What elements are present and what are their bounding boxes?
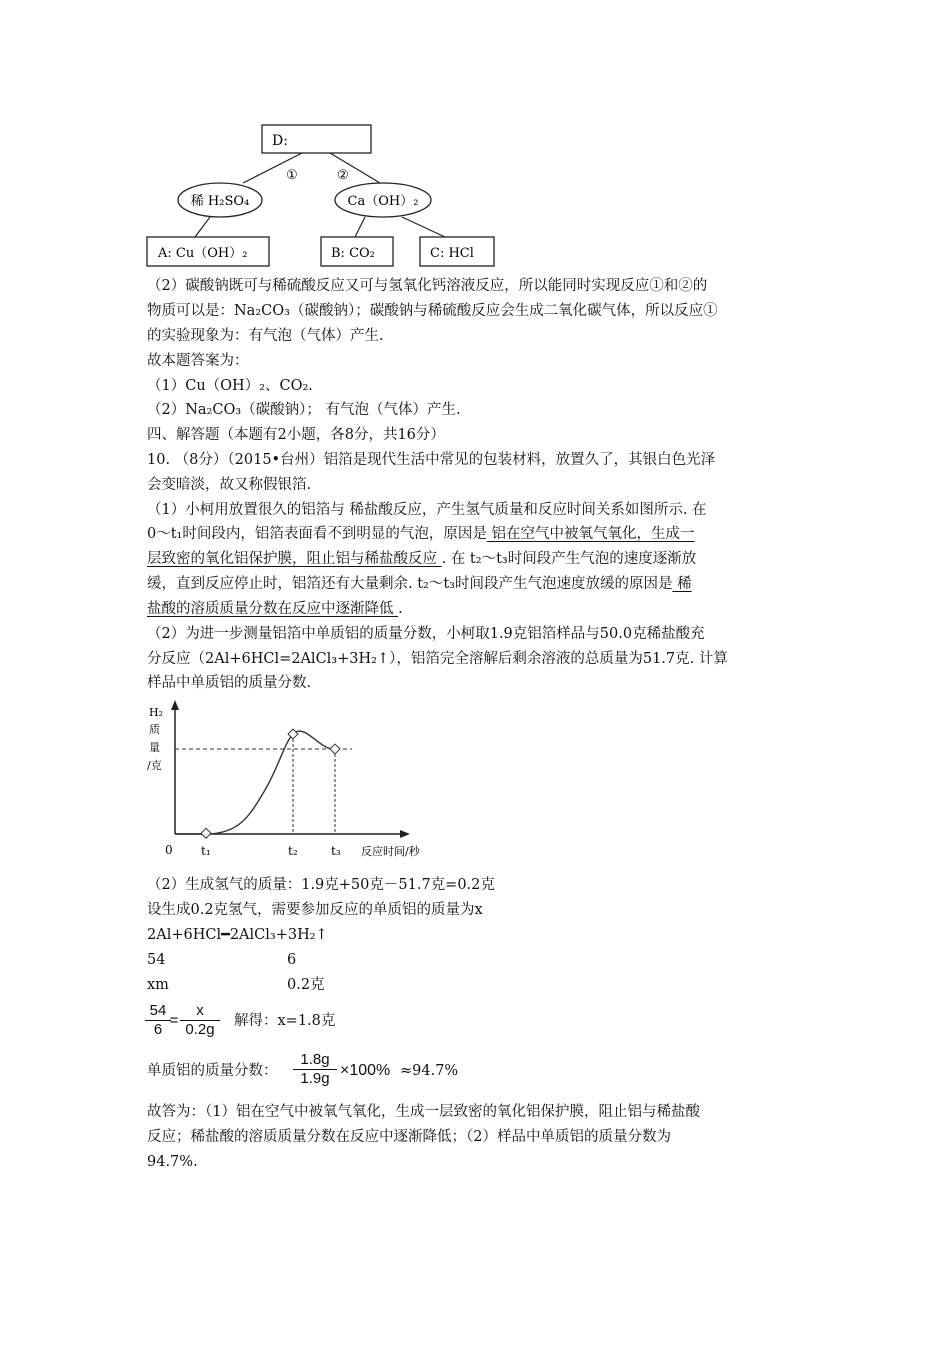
text-line: 的实验现象为：有气泡（气体）产生. xyxy=(147,328,384,344)
section-heading: 四、解答题（本题有2小题，各8分，共16分） xyxy=(147,427,445,443)
text-line: 6 xyxy=(287,952,297,968)
text-line: 样品中单质铝的质量分数. xyxy=(147,675,312,691)
curve-point-t3 xyxy=(330,744,340,754)
answer-underlined: 盐酸的溶质质量分数在反应中逐渐降低 xyxy=(147,601,399,617)
x-axis-label: 反应时间/秒 xyxy=(361,845,420,858)
text-line: （1）Cu（OH）₂、CO₂. xyxy=(147,378,313,394)
y-axis-label: 量 xyxy=(149,741,160,754)
step-1-marker: ① xyxy=(286,168,298,183)
x-tick-t3: t₃ xyxy=(331,844,341,858)
text-line: 解得：x=1.8克 xyxy=(234,1013,336,1029)
box-c-label: C: HCl xyxy=(430,246,474,261)
ellipse-caoh2-label: Ca（OH）₂ xyxy=(347,194,419,209)
x-tick-t1: t₁ xyxy=(201,844,211,858)
text-segment: . 在 t₂～t₃时间段产生气泡的速度逐渐放 xyxy=(441,551,697,567)
percent-result: ≈94.7% xyxy=(400,1063,459,1079)
multiply-100-percent: ×100% xyxy=(340,1062,391,1079)
box-b-label: B: CO₂ xyxy=(331,246,375,261)
fraction-denominator: 6 xyxy=(145,1020,171,1038)
fraction-numerator: x xyxy=(196,1002,204,1019)
equals-sign: = xyxy=(169,1012,179,1029)
answer-underlined: 铝在空气中被氧气氧化，生成一 xyxy=(486,526,695,542)
text-line: 设生成0.2克氢气，需要参加反应的单质铝的质量为x xyxy=(147,902,483,918)
text-line: （2）碳酸钠既可与稀硫酸反应又可与氢氧化钙溶液反应，所以能同时实现反应①和②的 xyxy=(147,278,708,294)
text-line: 2Al+6HCl━2AlCl₃+3H₂↑ xyxy=(147,927,328,943)
y-axis-label: /克 xyxy=(147,759,162,772)
text-line: 0.2克 xyxy=(287,977,325,993)
reaction-curve xyxy=(175,731,340,834)
text-line: 单质铝的质量分数： xyxy=(147,1063,278,1079)
text-line: （1）小柯用放置很久的铝箔与 稀盐酸反应，产生氢气质量和反应时间关系如图所示. 在 xyxy=(147,502,707,518)
text-line: 物质可以是：Na₂CO₃（碳酸钠）；碳酸钠与稀硫酸反应会生成二氧化碳气体，所以反应① xyxy=(147,303,718,319)
text-segment: . xyxy=(398,601,403,617)
fraction-54-6 xyxy=(145,1002,171,1038)
x-tick-t2: t₂ xyxy=(288,844,298,858)
text-line: 94.7%. xyxy=(147,1154,198,1170)
text-line: xm xyxy=(147,977,169,993)
text-line: 10. （8分）（2015•台州）铝箔是现代生活中常见的包装材料，放置久了，其银白色光泽 xyxy=(147,452,716,468)
fraction-numerator: 1.8g xyxy=(300,1051,330,1068)
box-d-label: D: xyxy=(272,133,288,149)
text-line: 故答为：（1）铝在空气中被氧气氧化，生成一层致密的氧化铝保护膜，阻止铝与稀盐酸 xyxy=(147,1104,700,1120)
fraction-x-02g xyxy=(180,1002,220,1038)
answer-underlined: 稀 xyxy=(672,576,692,592)
curve-point-t2 xyxy=(288,729,298,739)
text-line: 故本题答案为： xyxy=(147,353,249,369)
text-line: 反应；稀盐酸的溶质质量分数在反应中逐渐降低；（2）样品中单质铝的质量分数为 xyxy=(147,1129,671,1145)
text-line: 会变暗淡，故又称假银箔. xyxy=(147,477,312,493)
ellipse-h2so4-label: 稀 H₂SO₄ xyxy=(190,194,250,209)
curve-point-t1 xyxy=(201,828,211,838)
fraction-denominator: 0.2g xyxy=(180,1020,220,1038)
step-2-marker: ② xyxy=(337,168,349,183)
y-axis-label: 质 xyxy=(149,723,160,736)
answer-underlined: 层致密的氧化铝保护膜，阻止铝与稀盐酸反应 xyxy=(147,551,442,567)
fraction-numerator: 54 xyxy=(149,1002,167,1019)
fraction-18g-19g xyxy=(293,1051,337,1087)
text-line: （2）Na₂CO₃（碳酸钠）； 有气泡（气体）产生. xyxy=(147,402,461,418)
text-segment: 缓，直到反应停止时，铝箔还有大量剩余. t₂～t₃时间段产生气泡速度放缓的原因是 xyxy=(147,576,673,592)
box-a-label: A: Cu（OH）₂ xyxy=(158,246,248,261)
origin-label: 0 xyxy=(165,843,173,857)
y-axis-label: H₂ xyxy=(149,706,164,719)
text-segment: 0～t₁时间段内，铝箔表面看不到明显的气泡，原因是 xyxy=(147,526,487,542)
text-line: （2）为进一步测量铝箔中单质铝的质量分数，小柯取1.9克铝箔样品与50.0克稀盐酸充 xyxy=(147,626,705,642)
text-line: （2）生成氢气的质量：1.9克+50克－51.7克=0.2克 xyxy=(147,877,495,893)
text-line: 分反应（2Al+6HCl=2AlCl₃+3H₂↑），铝箔完全溶解后剩余溶液的总质量为51.7克. 计算 xyxy=(147,651,728,667)
fraction-denominator: 1.9g xyxy=(293,1069,337,1087)
text-line: 54 xyxy=(147,952,166,968)
